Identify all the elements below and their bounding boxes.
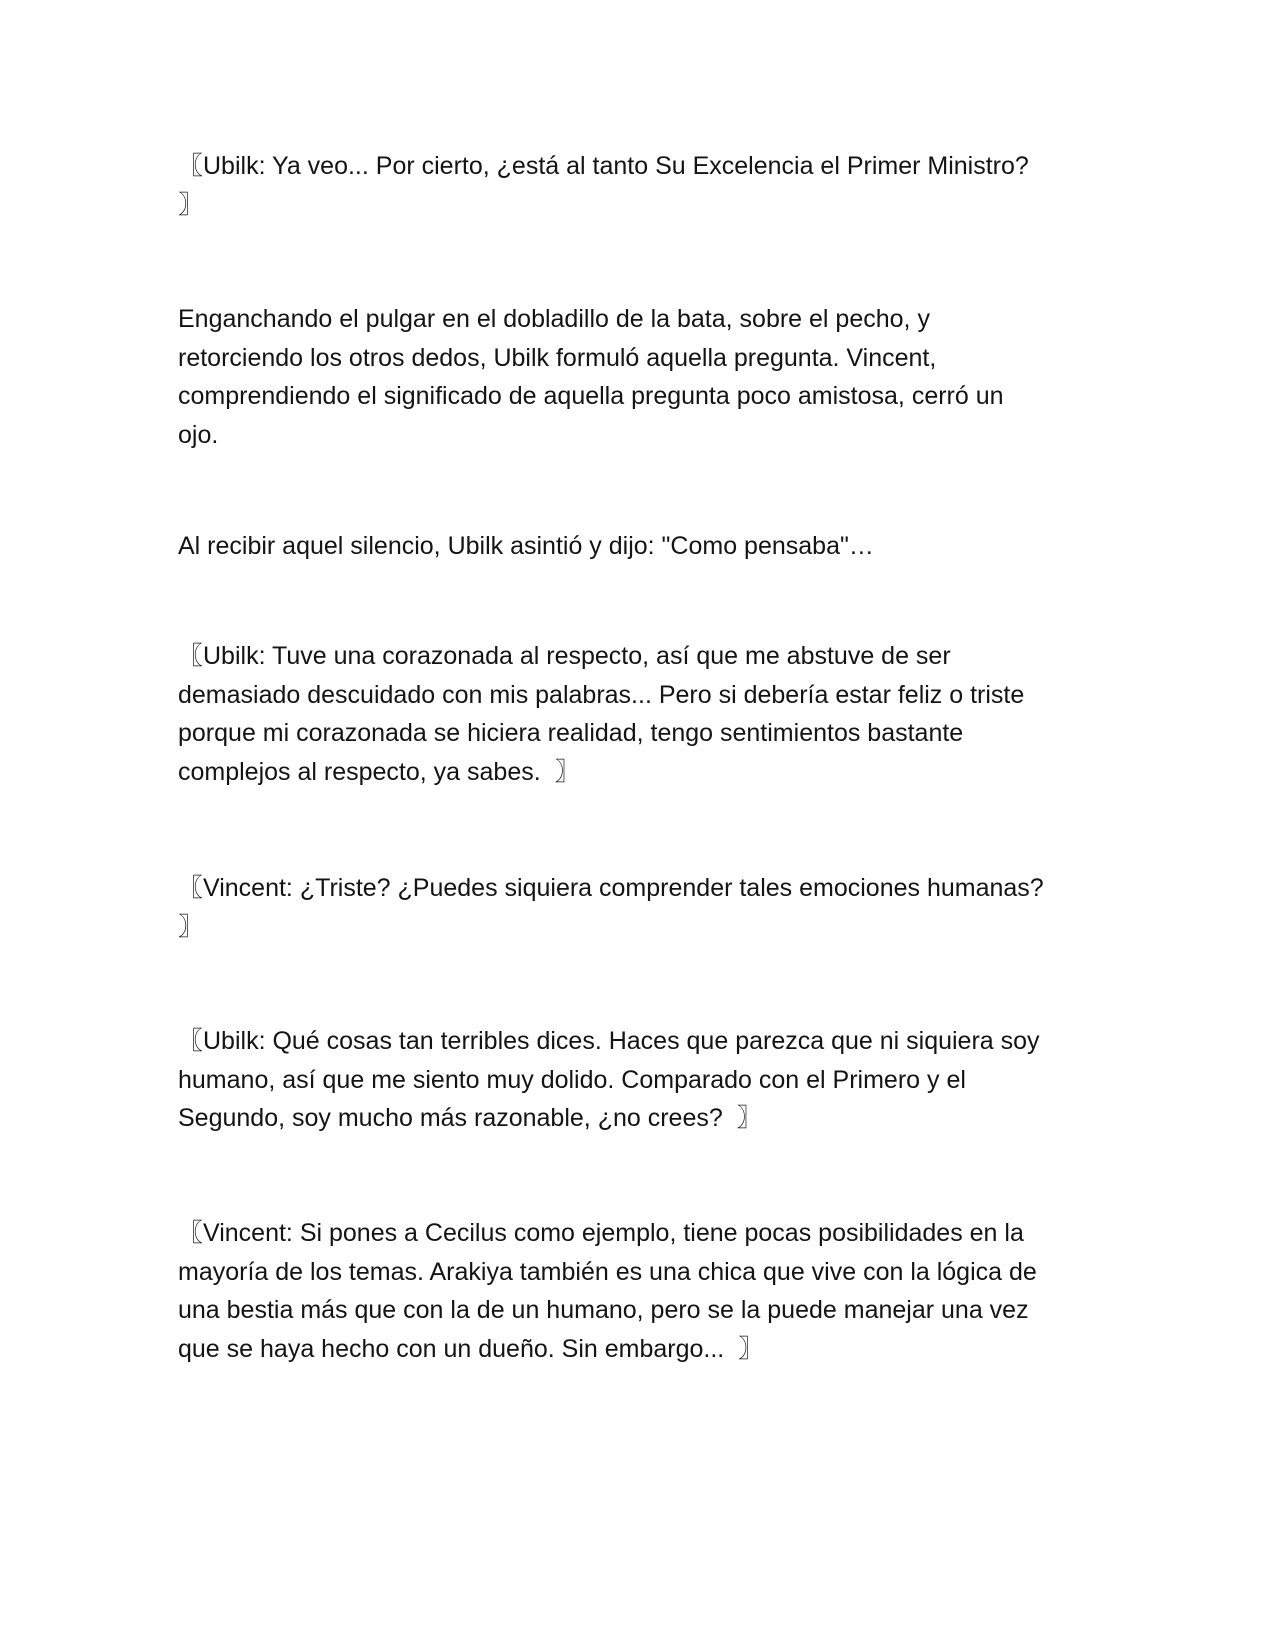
dialogue-vincent-cecilus: 〖Vincent: Si pones a Cecilus como ejemplo, tiene pocas posibilidades en la mayoría de los temas. Arakiya también es una chica que vive con la lógica de una bestia más que con la de un humano, pero se la puede manejar una vez que se haya hecho con un dueño. Sin embargo... 〗	[178, 1219, 1037, 1363]
dialogue-ubilk-primer-ministro: 〖Ubilk: Ya veo... Por cierto, ¿está al tanto Su Excelencia el Primer Ministro? 〗	[178, 152, 1029, 219]
dialogue-ubilk-razonable: 〖Ubilk: Qué cosas tan terribles dices. Haces que parezca que ni siquiera soy humano, así que me siento muy dolido. Comparado con el Primero y el Segundo, soy mucho más razonable, ¿no crees? 〗	[178, 1027, 1040, 1132]
dialogue-ubilk-corazonada: 〖Ubilk: Tuve una corazonada al respecto, así que me abstuve de ser demasiado descuidado con mis palabras... Pero si debería estar feliz o triste porque mi corazonada se hiciera realidad, tengo sentimientos bastante complejos al respecto, ya sabes. 〗	[178, 642, 1025, 786]
narration-silencio: Al recibir aquel silencio, Ubilk asintió y dijo: "Como pensaba"…	[178, 532, 874, 560]
dialogue-vincent-triste: 〖Vincent: ¿Triste? ¿Puedes siquiera comprender tales emociones humanas? 〗	[178, 874, 1044, 941]
narration-ubilk-pregunta: Enganchando el pulgar en el dobladillo de la bata, sobre el pecho, y retorciendo los otros dedos, Ubilk formuló aquella pregunta. Vincent, comprendiendo el significado de aquella pregunta poco amistosa, cerró un ojo.	[178, 305, 1004, 449]
